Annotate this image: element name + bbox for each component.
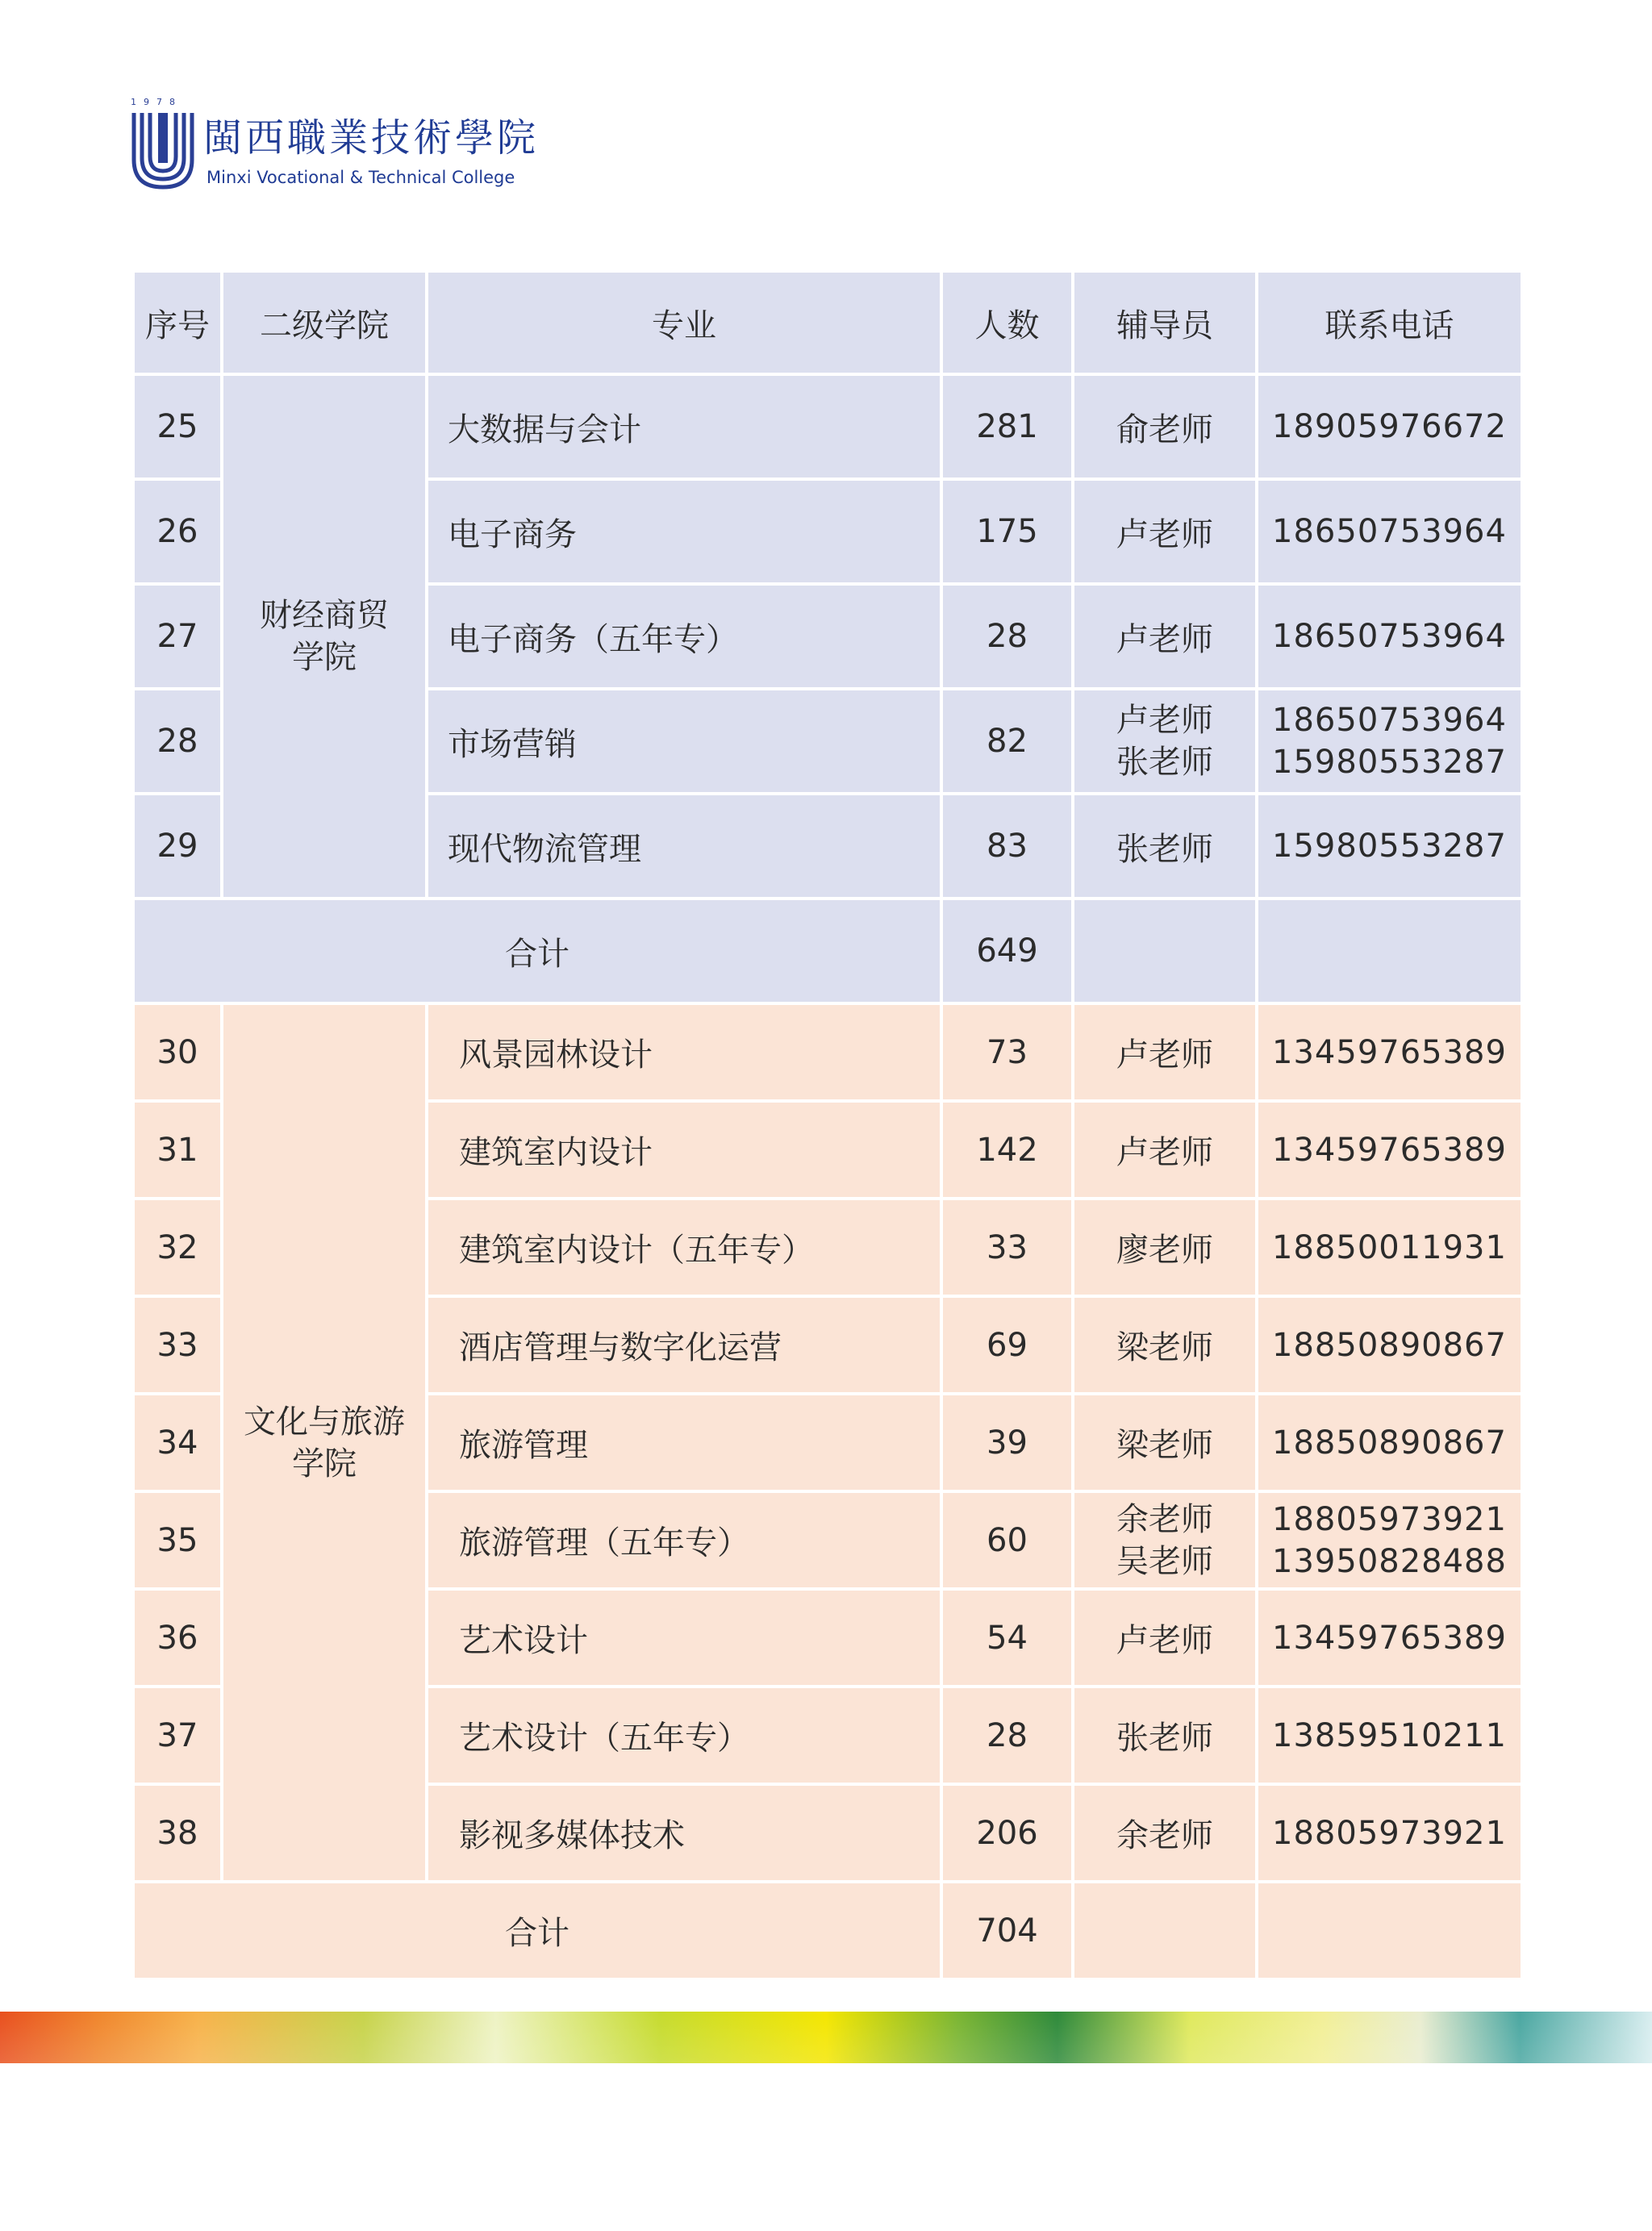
row-phone: 18805973921 13950828488: [1258, 1493, 1521, 1587]
row-major: 艺术设计（五年专）: [428, 1688, 940, 1783]
row-no: 28: [135, 690, 220, 792]
row-major: 影视多媒体技术: [428, 1786, 940, 1880]
tutor-contact-table: [135, 273, 1517, 1981]
row-tutor: 张老师: [1074, 1688, 1255, 1783]
logo-english-name: Minxi Vocational & Technical College: [206, 168, 515, 187]
empty-cell: [1074, 1883, 1255, 1978]
row-tutor: 卢老师 张老师: [1074, 690, 1255, 792]
total-label: 合计: [135, 900, 940, 1002]
row-major: 艺术设计: [428, 1591, 940, 1685]
row-phone: 18850890867: [1258, 1395, 1521, 1490]
row-no: 30: [135, 1005, 220, 1099]
row-major: 风景园林设计: [428, 1005, 940, 1099]
row-count: 33: [943, 1200, 1071, 1295]
row-major: 建筑室内设计: [428, 1103, 940, 1197]
row-no: 36: [135, 1591, 220, 1685]
row-tutor: 余老师: [1074, 1786, 1255, 1880]
row-count: 28: [943, 1688, 1071, 1783]
header-phone: 联系电话: [1258, 273, 1521, 373]
row-no: 29: [135, 795, 220, 897]
row-count: 73: [943, 1005, 1071, 1099]
row-no: 32: [135, 1200, 220, 1295]
row-no: 25: [135, 376, 220, 477]
row-tutor: 卢老师: [1074, 1103, 1255, 1197]
row-count: 54: [943, 1591, 1071, 1685]
row-no: 31: [135, 1103, 220, 1197]
header-count: 人数: [943, 273, 1071, 373]
row-no: 35: [135, 1493, 220, 1587]
row-count: 28: [943, 586, 1071, 687]
empty-cell: [1074, 900, 1255, 1002]
row-no: 26: [135, 481, 220, 582]
row-tutor: 廖老师: [1074, 1200, 1255, 1295]
row-phone: 18805973921: [1258, 1786, 1521, 1880]
row-tutor: 梁老师: [1074, 1395, 1255, 1490]
header-major: 专业: [428, 273, 940, 373]
total-count: 649: [943, 900, 1071, 1002]
row-count: 206: [943, 1786, 1071, 1880]
row-tutor: 卢老师: [1074, 586, 1255, 687]
total-row: [135, 900, 1521, 1002]
row-count: 82: [943, 690, 1071, 792]
row-tutor: 余老师 吴老师: [1074, 1493, 1255, 1587]
header-tutor: 辅导员: [1074, 273, 1255, 373]
row-count: 69: [943, 1298, 1071, 1392]
empty-cell: [1258, 1883, 1521, 1978]
row-no: 27: [135, 586, 220, 687]
row-tutor: 卢老师: [1074, 1005, 1255, 1099]
total-label: 合计: [135, 1883, 940, 1978]
row-no: 34: [135, 1395, 220, 1490]
row-count: 281: [943, 376, 1071, 477]
row-tutor: 梁老师: [1074, 1298, 1255, 1392]
row-phone: 18650753964: [1258, 586, 1521, 687]
table-header-row: [135, 273, 1521, 373]
row-phone: 13459765389: [1258, 1591, 1521, 1685]
college-emblem-icon: [129, 97, 197, 192]
row-major: 酒店管理与数字化运营: [428, 1298, 940, 1392]
row-phone: 15980553287: [1258, 795, 1521, 897]
college-logo: [129, 97, 549, 202]
row-major: 市场营销: [428, 690, 940, 792]
college-cell: 财经商贸 学院: [223, 376, 425, 897]
row-tutor: 张老师: [1074, 795, 1255, 897]
row-phone: 13459765389: [1258, 1103, 1521, 1197]
row-tutor: 俞老师: [1074, 376, 1255, 477]
header-no: 序号: [135, 273, 220, 373]
row-count: 39: [943, 1395, 1071, 1490]
row-count: 142: [943, 1103, 1071, 1197]
empty-cell: [1258, 900, 1521, 1002]
row-major: 旅游管理: [428, 1395, 940, 1490]
row-major: 建筑室内设计（五年专）: [428, 1200, 940, 1295]
row-major: 电子商务（五年专）: [428, 586, 940, 687]
table-row: [135, 1005, 1521, 1099]
total-row: [135, 1883, 1521, 1978]
row-phone: 18650753964 15980553287: [1258, 690, 1521, 792]
decorative-color-band-shade: [0, 2012, 1652, 2063]
row-major: 旅游管理（五年专）: [428, 1493, 940, 1587]
row-phone: 18905976672: [1258, 376, 1521, 477]
college-cell: 文化与旅游 学院: [223, 1005, 425, 1880]
row-phone: 13459765389: [1258, 1005, 1521, 1099]
row-major: 电子商务: [428, 481, 940, 582]
logo-year: 1978: [131, 97, 182, 107]
row-tutor: 卢老师: [1074, 1591, 1255, 1685]
row-tutor: 卢老师: [1074, 481, 1255, 582]
row-phone: 18850011931: [1258, 1200, 1521, 1295]
row-count: 83: [943, 795, 1071, 897]
row-count: 175: [943, 481, 1071, 582]
row-count: 60: [943, 1493, 1071, 1587]
logo-chinese-name: 閩西職業技術學院: [203, 115, 540, 161]
row-major: 现代物流管理: [428, 795, 940, 897]
row-phone: 18850890867: [1258, 1298, 1521, 1392]
table-row: [135, 376, 1521, 477]
total-count: 704: [943, 1883, 1071, 1978]
row-phone: 18650753964: [1258, 481, 1521, 582]
header-college: 二级学院: [223, 273, 425, 373]
row-major: 大数据与会计: [428, 376, 940, 477]
row-no: 38: [135, 1786, 220, 1880]
row-no: 33: [135, 1298, 220, 1392]
row-no: 37: [135, 1688, 220, 1783]
row-phone: 13859510211: [1258, 1688, 1521, 1783]
